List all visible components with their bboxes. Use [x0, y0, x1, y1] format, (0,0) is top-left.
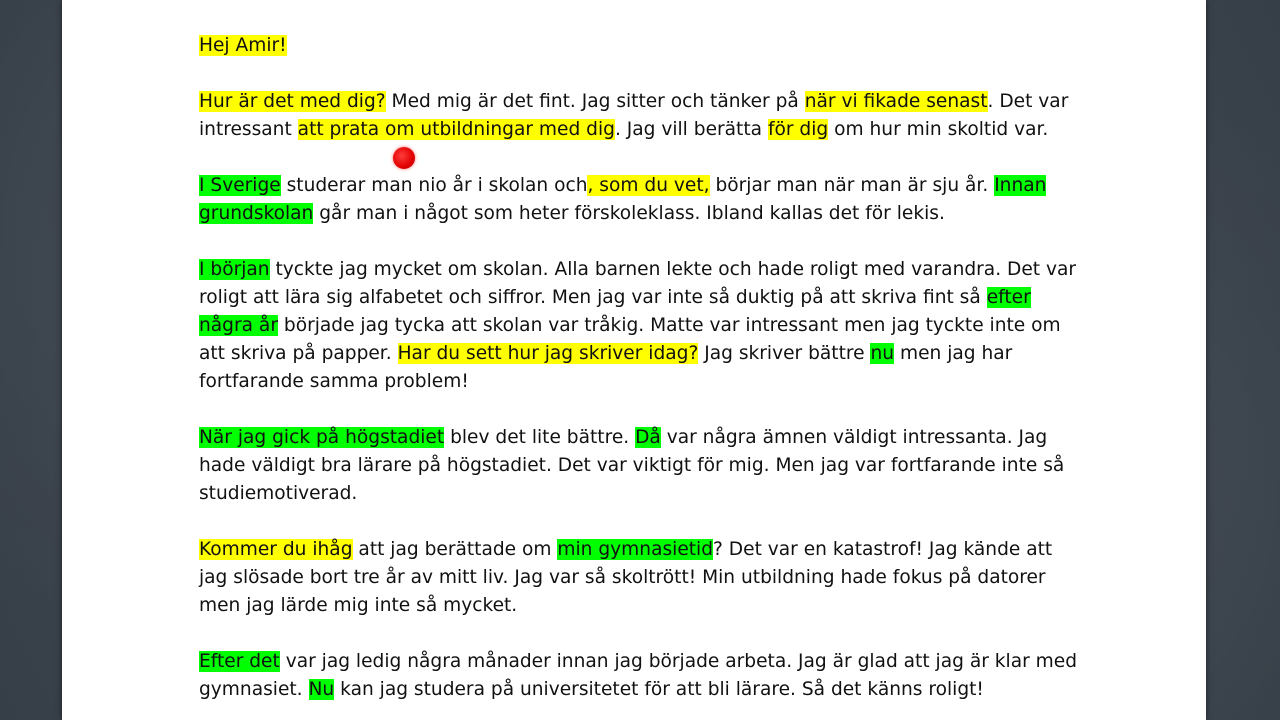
highlight-yellow: Kommer du ihåg: [199, 539, 353, 560]
document-page: [62, 0, 1206, 720]
laser-pointer-dot: [393, 147, 415, 169]
greeting-text: Hej Amir!: [199, 35, 287, 56]
highlight-green: Efter det: [199, 651, 280, 672]
text-segment: går man i något som heter förskoleklass. Ibland kallas det för lekis.: [313, 203, 945, 224]
highlight-yellow: Hur är det med dig?: [199, 91, 386, 112]
text-segment: ? Det var en katastrof! Jag kände att jag slösade bort tre år av mitt liv. Jag var så skoltrött! Min utbildning hade fokus på datorer men jag lärde mig inte så mycket.: [199, 539, 1053, 616]
text-segment: blev det lite bättre.: [444, 427, 636, 448]
highlight-yellow: när vi fikade senast: [804, 91, 988, 112]
text-segment: kan jag studera på universitetet för att bli lärare. Så det känns roligt!: [334, 679, 984, 700]
paragraphs: [199, 88, 1079, 704]
text-segment: började jag tycka att skolan var tråkig. Matte var intressant men jag tyckte inte om att skriva på papper.: [199, 315, 1061, 364]
highlight-green: Då: [635, 427, 661, 448]
highlight-green: efter några år: [199, 287, 1031, 336]
greeting: [199, 32, 1079, 60]
highlight-green: I Sverige: [199, 175, 281, 196]
text-segment: studerar man nio år i skolan och: [280, 175, 588, 196]
paragraph-5: [199, 536, 1079, 620]
text-segment: . Det var intressant: [199, 91, 1069, 140]
highlight-yellow: , som du vet,: [587, 175, 710, 196]
text-segment: Jag skriver bättre: [698, 343, 871, 364]
highlight-green: I början: [199, 259, 270, 280]
highlight-green: min gymnasietid: [557, 539, 714, 560]
highlight-yellow: att prata om utbildningar med dig: [297, 119, 615, 140]
text-segment: börjar man när man är sju år.: [709, 175, 995, 196]
paragraph-2: [199, 172, 1079, 228]
highlight-yellow: Har du sett hur jag skriver idag?: [397, 343, 699, 364]
highlight-green: När jag gick på högstadiet: [199, 427, 445, 448]
text-segment: var jag ledig några månader innan jag började arbeta. Jag är glad att jag är klar med gymnasiet.: [199, 651, 1078, 700]
text-segment: tyckte jag mycket om skolan. Alla barnen lekte och hade roligt med varandra. Det var roligt att lära sig alfabetet och siffror. Men jag var inte så duktig på att skriva fint så: [199, 259, 1077, 308]
highlight-green: nu: [870, 343, 895, 364]
highlight-yellow: för dig: [767, 119, 829, 140]
letter-body: [199, 32, 1079, 720]
text-segment: men jag har fortfarande samma problem!: [199, 343, 1013, 392]
highlight-green: Nu: [308, 679, 335, 700]
paragraph-4: [199, 424, 1079, 508]
highlight-green: Innan grundskolan: [199, 175, 1047, 224]
text-segment: om hur min skoltid var.: [828, 119, 1049, 140]
text-segment: att jag berättade om: [352, 539, 558, 560]
paragraph-1: [199, 88, 1079, 144]
paragraph-6: [199, 648, 1079, 704]
paragraph-3: [199, 256, 1079, 396]
text-segment: . Jag vill berätta: [614, 119, 768, 140]
text-segment: var några ämnen väldigt intressanta. Jag hade väldigt bra lärare på högstadiet. Det var viktigt för mig. Men jag var fortfarande inte så studiemotiverad.: [199, 427, 1065, 504]
text-segment: Med mig är det fint. Jag sitter och tänker på: [385, 91, 805, 112]
